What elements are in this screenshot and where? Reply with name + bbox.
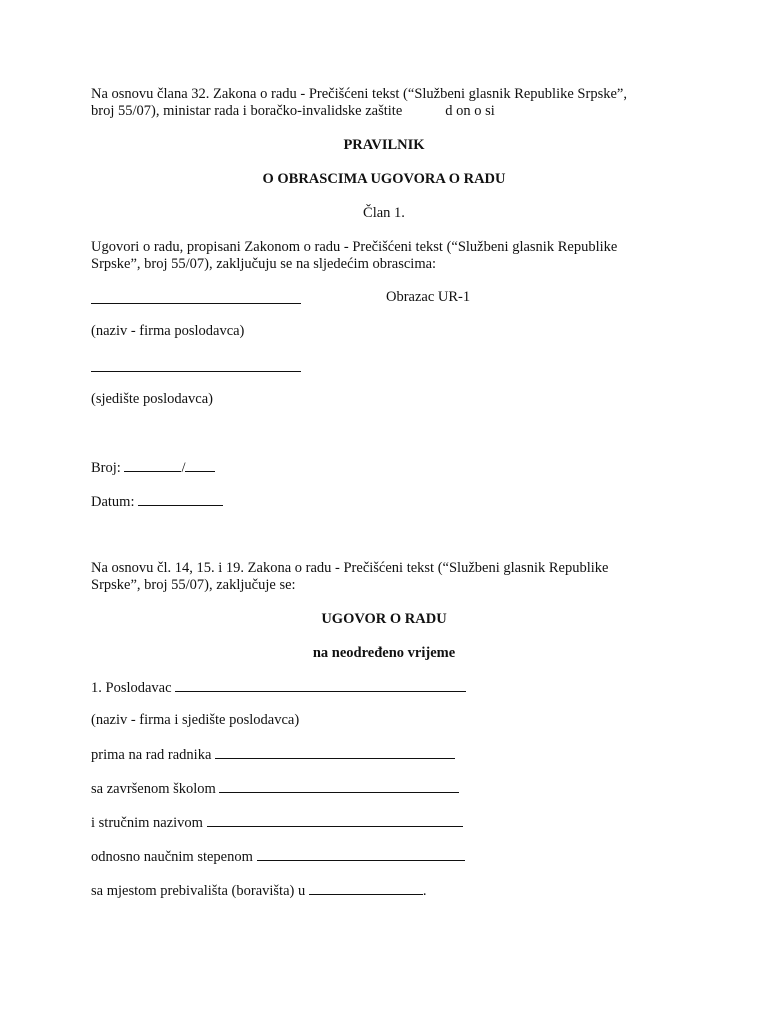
worker-blank [215, 746, 455, 759]
professional-title-blank [207, 814, 463, 827]
residence-field [91, 882, 426, 900]
residence-label: sa mjestom prebivališta (boravišta) u [91, 883, 306, 899]
employer-label: 1. Poslodavac [91, 680, 172, 696]
intro-donosi: d on o si [445, 103, 495, 119]
professional-title-field [91, 814, 463, 832]
worker-label: prima na rad radnika [91, 747, 212, 763]
degree-label: odnosno naučnim stepenom [91, 849, 253, 865]
date-blank [138, 493, 223, 506]
employer-name-label: (naziv - firma poslodavca) [91, 323, 245, 339]
employer-blank [175, 679, 466, 692]
article-heading: Član 1. [363, 205, 405, 221]
basis-line-1: Na osnovu čl. 14, 15. i 19. Zakona o radu - Prečišćeni tekst (“Službeni glasnik Republike [91, 560, 609, 576]
date-label: Datum: [91, 494, 135, 510]
employer-seat-blank [91, 371, 301, 372]
employer-hint: (naziv - firma i sjedište poslodavca) [91, 712, 300, 728]
number-blank-1 [124, 459, 181, 472]
school-field [91, 780, 459, 798]
form-code: Obrazac UR-1 [386, 289, 471, 305]
article-text-line-1: Ugovori o radu, propisani Zakonom o radu - Prečišćeni tekst (“Službeni glasnik Republike [91, 239, 618, 255]
professional-title-label: i stručnim nazivom [91, 815, 203, 831]
contract-title: UGOVOR O RADU [321, 611, 447, 627]
intro-line-2 [91, 103, 495, 120]
document-subtitle: O OBRASCIMA UGOVORA O RADU [262, 171, 506, 187]
article-text-line-2: Srpske”, broj 55/07), zaključuju se na sljedećim obrascima: [91, 256, 437, 272]
contract-subtitle: na neodređeno vrijeme [312, 645, 456, 661]
residence-end: . [422, 883, 427, 899]
intro-line-2-text: broj 55/07), ministar rada i boračko-invalidske zaštite [91, 103, 403, 119]
number-label: Broj: [91, 460, 121, 476]
number-blank-2 [185, 459, 215, 472]
degree-blank [257, 848, 465, 861]
employer-seat-label: (sjedište poslodavca) [91, 391, 214, 407]
worker-field [91, 746, 455, 764]
employer-field [91, 679, 466, 697]
basis-line-2: Srpske”, broj 55/07), zaključuje se: [91, 577, 296, 593]
school-label: sa završenom školom [91, 781, 216, 797]
date-field [91, 493, 223, 511]
employer-name-blank [91, 303, 301, 304]
document-title: PRAVILNIK [343, 137, 425, 153]
degree-field [91, 848, 465, 866]
residence-blank [309, 882, 423, 895]
school-blank [219, 780, 459, 793]
number-separator: / [181, 460, 186, 476]
number-field [91, 459, 215, 477]
intro-line-1: Na osnovu člana 32. Zakona o radu - Prečišćeni tekst (“Službeni glasnik Republike Srpske”, [91, 86, 627, 102]
